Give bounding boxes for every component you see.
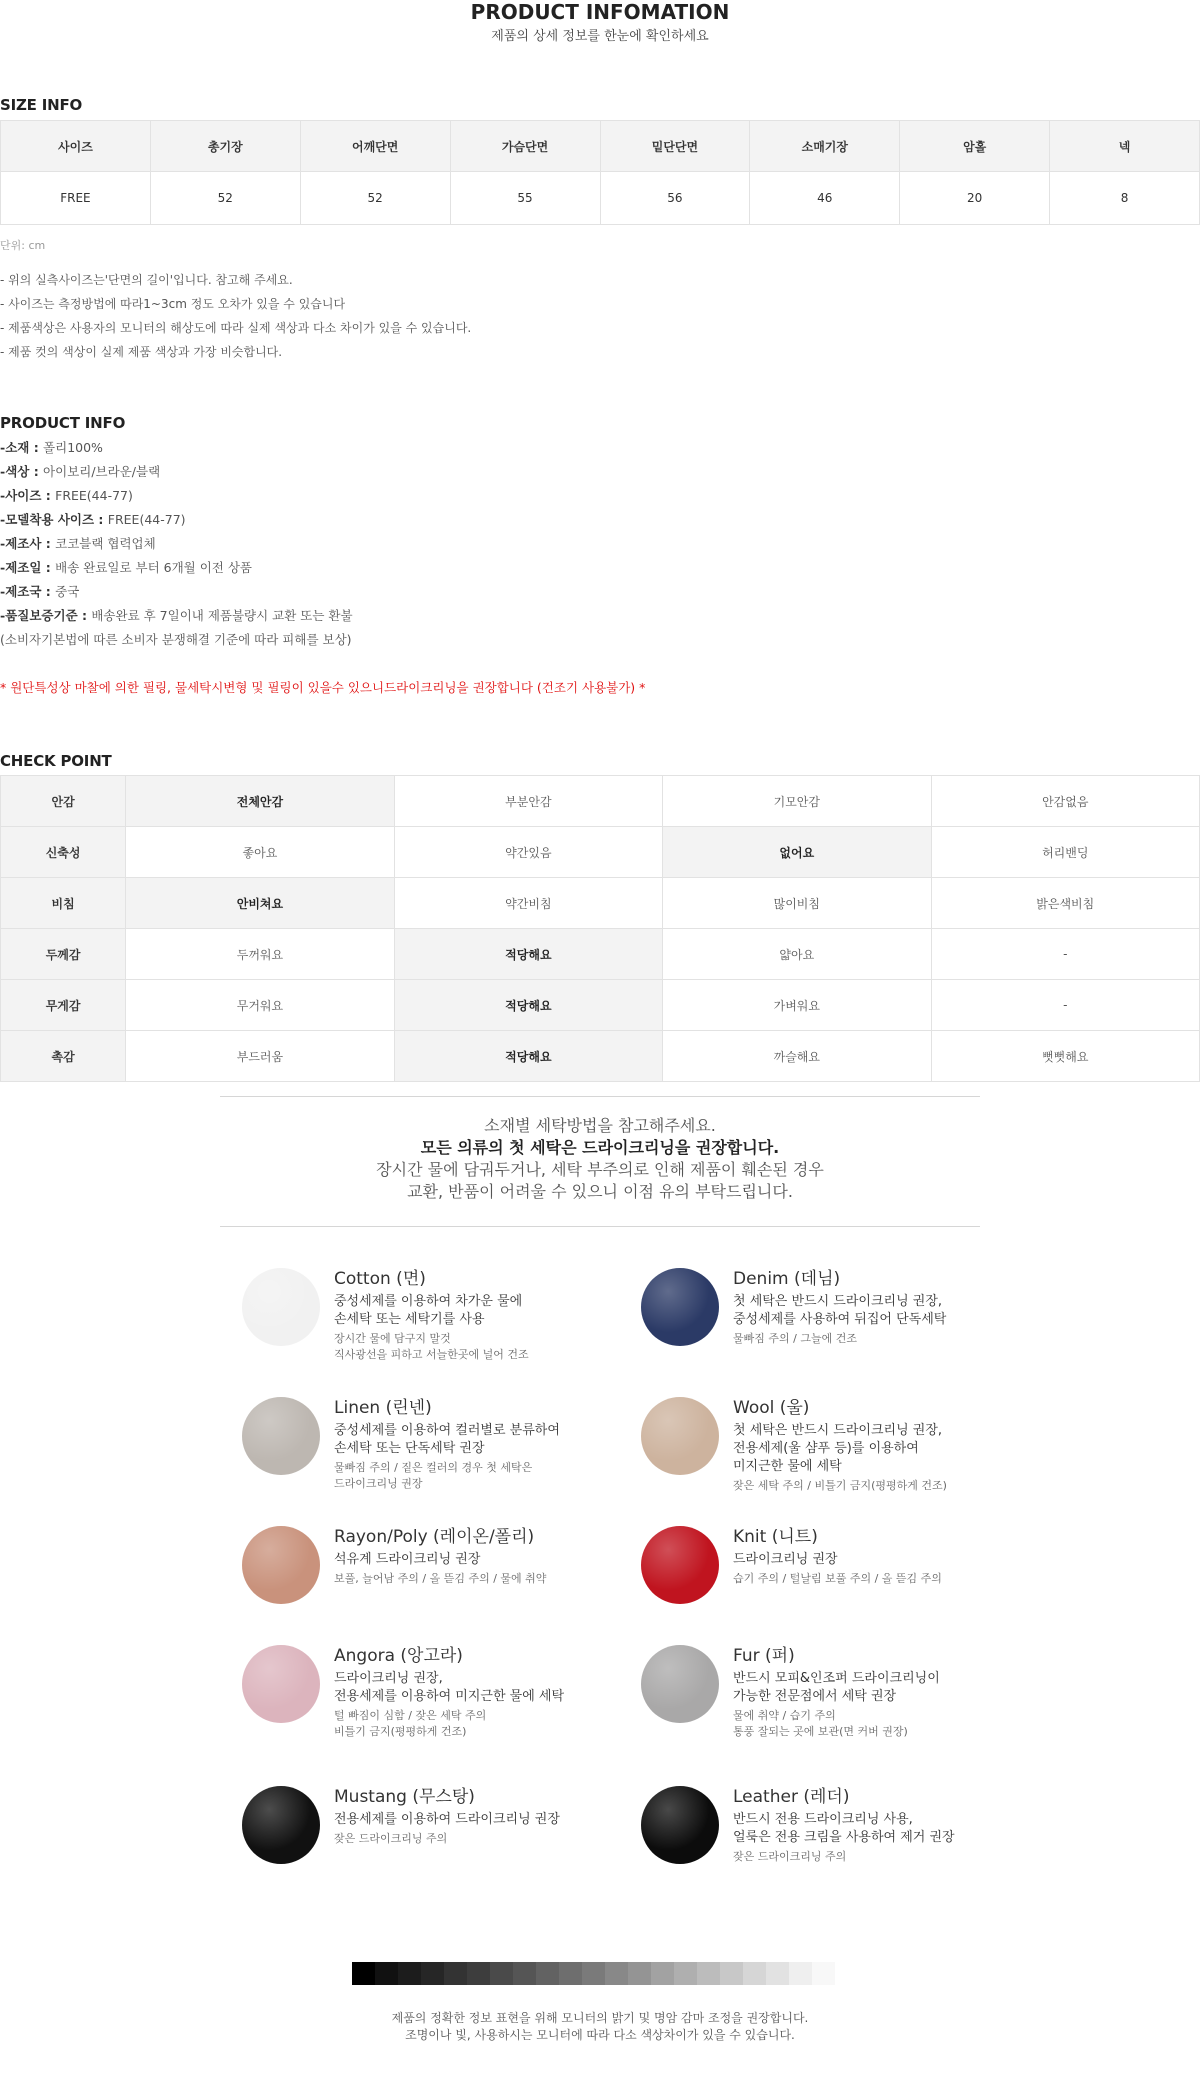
gradient-step [789,1962,812,1985]
divider-bottom [220,1226,980,1227]
fabric-desc: 석유계 드라이크리닝 권장 [334,1552,481,1567]
check-option: 두꺼워요 [126,929,394,980]
check-option: 가벼워요 [663,980,931,1031]
knit-swatch [641,1526,719,1604]
wash-guide-intro [220,1115,980,1203]
check-option: 까슬해요 [663,1031,931,1082]
fabric-note: 잦은 드라이크리닝 주의 [334,1832,448,1845]
fabric-note: 잦은 드라이크리닝 주의 [733,1850,847,1863]
angora-swatch [242,1645,320,1723]
fabric-text [733,1397,1033,1494]
check-option: 기모안감 [663,776,931,827]
gray-gradient-bar [352,1962,858,1985]
check-option: 얇아요 [663,929,931,980]
gradient-step [490,1962,513,1985]
gradient-step [697,1962,720,1985]
check-option: - [931,980,1199,1031]
gradient-step [467,1962,490,1985]
size-header-cell: 가슴단면 [450,121,600,172]
fabric-name: Mustang (무스탕) [334,1787,475,1807]
fabric-note: 장시간 물에 담구지 말것 직사광선을 피하고 서늘한곳에 널어 건조 [334,1332,529,1361]
fabric-name: Fur (퍼) [733,1646,795,1666]
check-option: 좋아요 [126,827,394,878]
size-value-cell: 55 [450,172,600,225]
check-option: 전체안감 [126,776,394,827]
fabric-name: Knit (니트) [733,1527,818,1547]
size-value-cell: 52 [150,172,300,225]
size-value-cell: 46 [750,172,900,225]
gradient-step [582,1962,605,1985]
fabric-desc: 중성세제를 이용하여 컬러별로 분류하여 손세탁 또는 단독세탁 권장 [334,1423,560,1456]
check-option: 허리밴딩 [931,827,1199,878]
footer-line-2: 조명이나 빛, 사용하시는 모니터에 따라 다소 색상차이가 있을 수 있습니다. [405,2028,795,2042]
check-point-title: CHECK POINT [0,752,112,770]
page-subtitle: 제품의 상세 정보를 한눈에 확인하세요 [491,29,709,44]
check-row [1,776,1200,827]
fabric-desc: 드라이크리닝 권장, 전용세제를 이용하여 미지근한 물에 세탁 [334,1671,565,1704]
fabric-text [733,1786,1033,1865]
product-info-label: -제조국 : [0,584,56,599]
product-info-extra: (소비자기본법에 따른 소비자 분쟁해결 기준에 따라 피해를 보상) [0,632,352,647]
size-header-cell: 총기장 [150,121,300,172]
wash-guide-line-2: 모든 의류의 첫 세탁은 드라이크리닝을 권장합니다. [420,1138,780,1157]
product-info-item [0,580,353,604]
product-info-value: 아이보리/브라운/블랙 [43,464,161,479]
gradient-step [835,1962,858,1985]
size-header-cell: 넥 [1050,121,1200,172]
fabric-desc: 전용세제를 이용하여 드라이크리닝 권장 [334,1812,560,1827]
check-option: 뻣뻣해요 [931,1031,1199,1082]
check-row [1,1031,1200,1082]
check-row [1,980,1200,1031]
fabric-name: Rayon/Poly (레이온/폴리) [334,1527,535,1547]
page-header [0,0,1200,46]
size-notes [0,268,471,364]
fabric-name: Cotton (면) [334,1269,426,1289]
fur-swatch [641,1645,719,1723]
product-info-title: PRODUCT INFO [0,414,126,432]
check-option: 무거워요 [126,980,394,1031]
page-title: PRODUCT INFOMATION [470,0,730,24]
product-info-label: -색상 : [0,464,44,479]
product-info-label: -모델착용 사이즈 : [0,512,108,527]
size-value-cell: FREE [1,172,151,225]
rayon-swatch [242,1526,320,1604]
size-value-cell: 52 [300,172,450,225]
check-label: 촉감 [1,1031,126,1082]
check-row [1,929,1200,980]
size-table-header-row [1,121,1200,172]
fabric-text [334,1526,634,1587]
size-unit: 단위: cm [0,239,46,252]
size-header-cell: 사이즈 [1,121,151,172]
product-info-value: FREE(44-77) [55,488,133,503]
product-info-item [0,460,353,484]
leather-swatch [641,1786,719,1864]
fabric-name: Denim (데님) [733,1269,841,1289]
check-label: 비침 [1,878,126,929]
check-option: 부분안감 [394,776,662,827]
size-header-cell: 소매기장 [750,121,900,172]
gradient-step [513,1962,536,1985]
check-option: 적당해요 [394,929,662,980]
wash-guide-line-4: 교환, 반품이 어려울 수 있으니 이점 유의 부탁드립니다. [407,1182,793,1201]
product-info-label: -품질보증기준 : [0,608,92,623]
gradient-step [812,1962,835,1985]
product-info-item [0,556,353,580]
fabric-text [334,1645,634,1740]
size-note: - 사이즈는 측정방법에 따라1~3cm 정도 오차가 있을 수 있습니다 [0,297,346,311]
footer-line-1: 제품의 정확한 정보 표현을 위해 모니터의 밝기 및 명암 감마 조정을 권장합니다. [391,2011,809,2025]
size-header-cell: 밑단단면 [600,121,750,172]
fabric-name: Leather (레더) [733,1787,850,1807]
fabric-note: 물빠짐 주의 / 짙은 컬러의 경우 첫 세탁은 드라이크리닝 권장 [334,1461,533,1490]
fabric-text [334,1268,634,1363]
gradient-step [444,1962,467,1985]
check-label: 신축성 [1,827,126,878]
check-row [1,827,1200,878]
product-info-list [0,436,353,652]
size-table [0,120,1200,225]
product-info-label: -제조일 : [0,560,56,575]
gradient-step [720,1962,743,1985]
check-label: 안감 [1,776,126,827]
size-header-cell: 암홀 [900,121,1050,172]
product-info-label: -소재 : [0,440,44,455]
fabric-text [733,1526,1033,1587]
fabric-note: 물빠짐 주의 / 그늘에 건조 [733,1332,857,1345]
check-option: 많이비침 [663,878,931,929]
cotton-swatch [242,1268,320,1346]
check-option: 안감없음 [931,776,1199,827]
product-info-value: 코코블랙 협력업체 [55,536,156,551]
fabric-name: Linen (린넨) [334,1398,432,1418]
fabric-name: Wool (울) [733,1398,810,1418]
check-option: 안비쳐요 [126,878,394,929]
check-point-table [0,775,1200,1082]
product-info-item [0,436,353,460]
mustang-swatch [242,1786,320,1864]
product-info-value: 폴리100% [43,440,103,455]
product-info-value: 배송 완료일로 부터 6개월 이전 상품 [55,560,252,575]
check-option: 없어요 [663,827,931,878]
size-header-cell: 어깨단면 [300,121,450,172]
fabric-desc: 첫 세탁은 반드시 드라이크리닝 권장, 중성세제를 사용하여 뒤집어 단독세탁 [733,1294,947,1327]
check-label: 두께감 [1,929,126,980]
check-option: 적당해요 [394,980,662,1031]
product-info-value: 중국 [55,584,80,599]
size-info-title: SIZE INFO [0,96,83,114]
product-info-item [0,508,353,532]
size-value-cell: 56 [600,172,750,225]
fabric-desc: 드라이크리닝 권장 [733,1552,838,1567]
size-note: - 제품색상은 사용자의 모니터의 해상도에 따라 실제 색상과 다소 차이가 있을 수 있습니다. [0,321,472,335]
check-row [1,878,1200,929]
check-option: 부드러움 [126,1031,394,1082]
fabric-note: 잦은 세탁 주의 / 비틀기 금지(평평하게 건조) [733,1479,947,1492]
check-option: 적당해요 [394,1031,662,1082]
fabric-note: 물에 취약 / 습기 주의 통풍 잘되는 곳에 보관(면 커버 권장) [733,1709,908,1738]
size-value-cell: 20 [900,172,1050,225]
fabric-text [733,1268,1033,1347]
wash-guide-line-1: 소재별 세탁방법을 참고해주세요. [484,1116,716,1135]
gradient-step [674,1962,697,1985]
gradient-step [628,1962,651,1985]
size-table-value-row [1,172,1200,225]
check-option: - [931,929,1199,980]
fabric-note: 습기 주의 / 털날림 보풀 주의 / 올 뜯김 주의 [733,1572,942,1585]
divider-top [220,1096,980,1097]
wool-swatch [641,1397,719,1475]
product-info-label: -사이즈 : [0,488,56,503]
wash-guide-line-3: 장시간 물에 담궈두거나, 세탁 부주의로 인해 제품이 훼손된 경우 [376,1160,824,1179]
gradient-step [421,1962,444,1985]
fabric-desc: 첫 세탁은 반드시 드라이크리닝 권장, 전용세제(울 샴푸 등)를 이용하여 미지근한 물에 세탁 [733,1423,943,1474]
denim-swatch [641,1268,719,1346]
gradient-step [766,1962,789,1985]
product-info-value: 배송완료 후 7일이내 제품불량시 교환 또는 환불 [91,608,353,623]
check-option: 밝은색비침 [931,878,1199,929]
gradient-step [559,1962,582,1985]
fabric-text [733,1645,1033,1740]
fabric-text [334,1786,634,1847]
fabric-desc: 반드시 모피&인조퍼 드라이크리닝이 가능한 전문점에서 세탁 권장 [733,1671,940,1704]
fabric-note: 털 빠짐이 심함 / 잦은 세탁 주의 비틀기 금지(평평하게 건조) [334,1709,487,1738]
size-note: - 위의 실측사이즈는'단면의 길이'입니다. 참고해 주세요. [0,273,293,287]
gradient-step [375,1962,398,1985]
check-label: 무게감 [1,980,126,1031]
footer-note [220,2010,980,2044]
product-info-value: FREE(44-77) [107,512,186,527]
gradient-step [352,1962,375,1985]
fabric-text [334,1397,634,1492]
fabric-desc: 반드시 전용 드라이크리닝 사용, 얼룩은 전용 크림을 사용하여 제거 권장 [733,1812,955,1845]
gradient-step [743,1962,766,1985]
product-info-label: -제조사 : [0,536,56,551]
check-option: 약간비침 [394,878,662,929]
linen-swatch [242,1397,320,1475]
fabric-note: 보풀, 늘어남 주의 / 올 뜯김 주의 / 물에 취약 [334,1572,547,1585]
care-warning: * 원단특성상 마찰에 의한 필링, 물세탁시변형 및 필링이 있을수 있으니드라이크리닝을 권장합니다 (건조기 사용불가) * [0,680,646,695]
fabric-name: Angora (앙고라) [334,1646,463,1666]
size-note: - 제품 컷의 색상이 실제 제품 색상과 가장 비슷합니다. [0,345,283,359]
fabric-desc: 중성세제를 이용하여 차가운 물에 손세탁 또는 세탁기를 사용 [334,1294,523,1327]
gradient-step [398,1962,421,1985]
product-info-item [0,604,353,628]
gradient-step [536,1962,559,1985]
product-info-item [0,484,353,508]
size-value-cell: 8 [1050,172,1200,225]
gradient-step [651,1962,674,1985]
check-option: 약간있음 [394,827,662,878]
gradient-step [605,1962,628,1985]
product-info-item [0,532,353,556]
